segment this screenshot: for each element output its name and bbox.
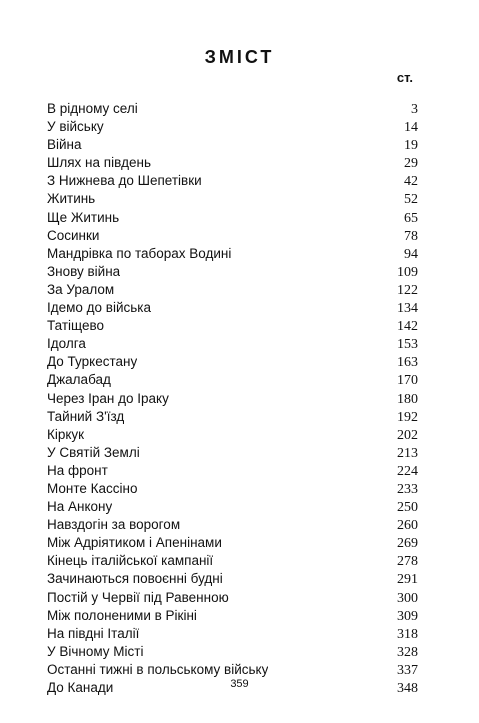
toc-entry-title: З Нижнева до Шепетівки bbox=[47, 173, 202, 189]
toc-entry-page: 170 bbox=[397, 373, 418, 389]
toc-entry-title: Мандрівка по таборах Водині bbox=[47, 245, 232, 261]
toc-entry-title: Між полоненими в Рікіні bbox=[47, 607, 197, 623]
toc-entry-title: Кінець італійської кампанії bbox=[47, 553, 214, 569]
toc-entry bbox=[47, 625, 418, 643]
toc-entry bbox=[47, 118, 418, 136]
toc-entry-page: 192 bbox=[397, 409, 418, 425]
toc-entry-page: 180 bbox=[397, 391, 418, 407]
page-title: ЗМІСТ bbox=[204, 47, 275, 67]
toc-entry-page: 65 bbox=[404, 210, 418, 226]
toc-entry-page: 78 bbox=[404, 228, 418, 244]
toc-entry-page: 29 bbox=[404, 156, 418, 172]
footer-page-number: 359 bbox=[230, 678, 249, 690]
toc-entry-title: Житинь bbox=[47, 191, 96, 207]
toc-entry-title: Зачинаються повоєнні будні bbox=[47, 571, 223, 587]
toc-entry-page: 300 bbox=[397, 590, 418, 606]
toc-entry-page: 153 bbox=[397, 337, 418, 353]
toc-entry bbox=[47, 589, 418, 607]
toc-entry-title: Татіщево bbox=[47, 318, 105, 334]
toc-entry-page: 14 bbox=[404, 120, 418, 136]
toc-entry-title: В рідному селі bbox=[47, 101, 138, 116]
toc-entry-page: 42 bbox=[404, 174, 418, 190]
toc-entry bbox=[47, 100, 418, 118]
toc-entry-title: Між Адріятиком і Апенінами bbox=[47, 535, 222, 551]
toc-entry-page: 224 bbox=[397, 463, 418, 479]
toc-entry bbox=[47, 299, 418, 317]
toc-entry bbox=[47, 462, 418, 480]
toc-entry-page: 278 bbox=[397, 554, 418, 570]
toc-entry bbox=[47, 209, 418, 227]
toc-entry bbox=[47, 390, 418, 408]
toc-entry bbox=[47, 190, 418, 208]
toc-entry-page: 202 bbox=[397, 427, 418, 443]
toc-entry-title: Через Іран до Іраку bbox=[47, 390, 169, 406]
toc-entry-page: 269 bbox=[397, 536, 418, 552]
toc-entry bbox=[47, 661, 418, 679]
toc-entry-title: Останні тижні в польському війську bbox=[47, 661, 269, 677]
toc-entry-page: 109 bbox=[397, 264, 418, 280]
toc-entry bbox=[47, 444, 418, 462]
toc-entry-title: На півдні Італії bbox=[47, 625, 140, 641]
toc-entry-title: У Вічному Місті bbox=[47, 643, 144, 659]
toc-entry-title: Джалабад bbox=[47, 372, 111, 388]
toc-entry-title: Війна bbox=[47, 137, 82, 153]
toc-entry-page: 122 bbox=[397, 282, 418, 298]
toc-entry-title: Ідолга bbox=[47, 336, 86, 352]
toc-entry bbox=[47, 480, 418, 498]
toc-entry-title: Навздогін за ворогом bbox=[47, 517, 181, 533]
toc-entry-title: Монте Кассіно bbox=[47, 480, 138, 496]
toc-entry-page: 291 bbox=[397, 572, 418, 588]
toc-entry-title: Тайний З'їзд bbox=[47, 408, 125, 424]
toc-entry bbox=[47, 552, 418, 570]
toc-entry-page: 337 bbox=[397, 662, 418, 678]
toc-entry bbox=[47, 335, 418, 353]
toc-entry bbox=[47, 245, 418, 263]
toc-entry-page: 19 bbox=[404, 138, 418, 154]
toc-entry-page: 52 bbox=[404, 192, 418, 208]
toc-entry bbox=[47, 317, 418, 335]
toc-entry-page: 163 bbox=[397, 355, 418, 371]
toc-entry bbox=[47, 263, 418, 281]
toc-entry-page: 328 bbox=[397, 644, 418, 660]
toc-entry bbox=[47, 371, 418, 389]
table-of-contents bbox=[47, 100, 418, 697]
toc-entry bbox=[47, 353, 418, 371]
toc-entry bbox=[47, 227, 418, 245]
toc-entry bbox=[47, 643, 418, 661]
toc-entry-title: Шлях на південь bbox=[47, 155, 151, 171]
toc-entry-title: Знову війна bbox=[47, 263, 121, 279]
toc-entry bbox=[47, 154, 418, 172]
toc-entry bbox=[47, 534, 418, 552]
toc-entry bbox=[47, 607, 418, 625]
toc-entry bbox=[47, 408, 418, 426]
toc-entry-page: 233 bbox=[397, 481, 418, 497]
toc-entry-title: На фронт bbox=[47, 462, 108, 478]
toc-entry-page: 318 bbox=[397, 626, 418, 642]
toc-entry-page: 3 bbox=[411, 102, 418, 117]
toc-entry bbox=[47, 136, 418, 154]
toc-entry-page: 94 bbox=[404, 246, 418, 262]
toc-entry-page: 250 bbox=[397, 500, 418, 516]
toc-entry-page: 309 bbox=[397, 608, 418, 624]
toc-entry-title: До Канади bbox=[47, 680, 114, 695]
toc-entry-page: 142 bbox=[397, 319, 418, 335]
toc-entry-title: Ідемо до війська bbox=[47, 300, 152, 316]
page-column-header: ст. bbox=[396, 70, 413, 85]
toc-entry-page: 213 bbox=[397, 445, 418, 461]
toc-entry-title: У Святій Землі bbox=[47, 444, 140, 460]
toc-entry-title: На Анкону bbox=[47, 499, 113, 515]
toc-entry-title: Ще Житинь bbox=[47, 209, 120, 225]
toc-entry-title: Постій у Червії під Равенною bbox=[47, 589, 229, 605]
toc-entry-page: 260 bbox=[397, 518, 418, 534]
toc-entry bbox=[47, 172, 418, 190]
toc-entry-title: За Уралом bbox=[47, 281, 115, 297]
toc-entry bbox=[47, 570, 418, 588]
toc-entry-page: 348 bbox=[397, 681, 418, 696]
toc-entry-title: Сосинки bbox=[47, 227, 100, 243]
toc-entry-title: Кіркук bbox=[47, 426, 85, 442]
toc-entry-title: У війську bbox=[47, 119, 104, 135]
toc-entry bbox=[47, 426, 418, 444]
toc-entry bbox=[47, 498, 418, 516]
toc-entry-page: 134 bbox=[397, 301, 418, 317]
toc-entry bbox=[47, 516, 418, 534]
toc-entry-title: До Туркестану bbox=[47, 354, 138, 370]
toc-entry bbox=[47, 281, 418, 299]
